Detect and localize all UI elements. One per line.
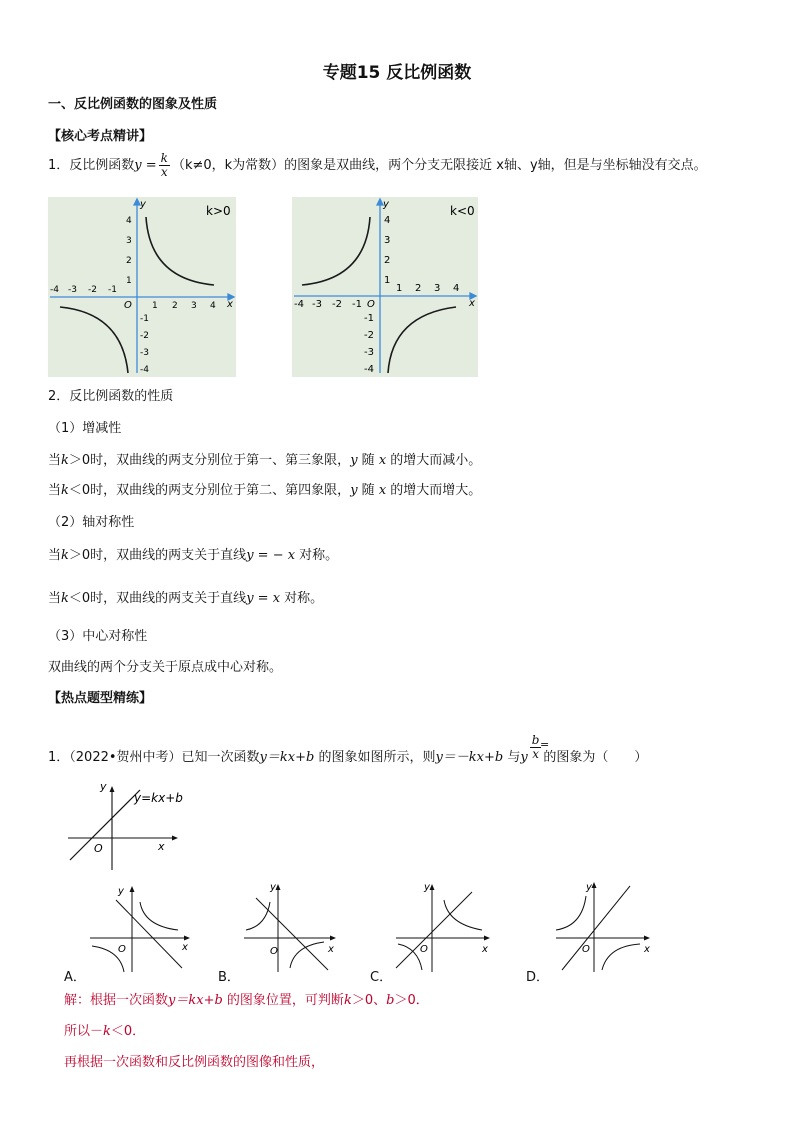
y-tick-label: -3 [140, 348, 149, 358]
denominator: x [532, 747, 539, 761]
text: ＞0． [394, 993, 429, 1008]
var-x: x [378, 483, 387, 498]
text: 的增大而减小。 [386, 453, 482, 468]
equation: y = − x [246, 548, 296, 563]
var-k: k [61, 591, 69, 606]
line-label: y=kx+b [134, 791, 183, 805]
text: ＞0、 [351, 993, 387, 1008]
x-tick-label: -1 [108, 285, 117, 295]
hyperbola-branch [556, 896, 586, 930]
page-title: 专题15 反比例函数 [322, 63, 472, 83]
y-tick-label: 1 [384, 275, 391, 286]
text: 的增大而增大。 [386, 483, 482, 498]
option-c-label[interactable]: C． [370, 970, 393, 985]
x-tick-label: -4 [294, 299, 304, 310]
numerator: b [531, 733, 540, 747]
var-x: x [378, 453, 387, 468]
text: 的图象如图所示，则 [314, 750, 436, 765]
text: 当 [48, 483, 62, 498]
y-tick-label: 3 [126, 236, 132, 246]
equation: y＝－kx+b [435, 750, 504, 765]
text: 的图象位置，可判断 [222, 993, 344, 1008]
subheading-axial-symmetry: （2）轴对称性 [48, 515, 135, 530]
equation: y = x [246, 591, 281, 606]
hyperbola-branch [398, 944, 422, 970]
option-d-label[interactable]: D． [526, 970, 550, 985]
x-tick-label: -3 [312, 299, 322, 310]
y-tick-label: -1 [364, 313, 374, 324]
text: ＜0时，双曲线的两支关于直线 [68, 591, 247, 606]
origin-label: O [420, 944, 428, 955]
var-k: k [343, 993, 352, 1008]
var-y: y [350, 483, 358, 498]
linear-graph [562, 886, 630, 970]
equation: y = [134, 158, 157, 173]
x-tick-label: 3 [191, 301, 197, 311]
origin-label: O [118, 944, 126, 955]
hyperbola-branch [602, 944, 640, 970]
y-tick-label: -2 [140, 331, 149, 341]
text: 对称。 [280, 591, 324, 606]
var-k: k [61, 483, 69, 498]
option-a-label[interactable]: A． [64, 970, 86, 985]
paragraph-1 [48, 152, 707, 179]
y-tick-label: -3 [364, 347, 374, 358]
x-axis-label: x [158, 840, 165, 853]
y-axis-label: y [383, 199, 389, 210]
x-axis-label: x [644, 944, 650, 955]
graph-label: k>0 [206, 204, 231, 218]
text: 所以－ [64, 1024, 104, 1039]
x-axis-label: x [227, 299, 233, 310]
x-axis-label: x [469, 298, 475, 309]
equation: y [520, 750, 528, 765]
equation: y＝kx+b [168, 993, 223, 1008]
fraction-k-over-x [159, 152, 170, 179]
text: ＞0时，双曲线的两支关于直线 [68, 548, 247, 563]
text: 对称。 [295, 548, 339, 563]
y-axis-label: y [118, 886, 124, 897]
monotonicity-k-negative [48, 482, 481, 500]
solution-line-3: 再根据一次函数和反比例函数的图像和性质， [64, 1055, 325, 1070]
option-a-graph[interactable] [86, 880, 196, 974]
paragraph-2: 2．反比例函数的性质 [48, 389, 174, 404]
y-arrow-icon [592, 882, 597, 888]
var-b: b [386, 993, 395, 1008]
x-axis-label: x [482, 944, 488, 955]
y-tick-label: 4 [126, 216, 132, 226]
origin-label: O [124, 300, 132, 311]
y-arrow-icon [130, 886, 135, 892]
x-tick-label: 4 [453, 283, 460, 294]
hyperbola-branch [140, 902, 178, 930]
y-arrow-icon [110, 786, 115, 792]
text: 当 [48, 548, 62, 563]
x-tick-label: 2 [415, 283, 422, 294]
graph-label: k<0 [450, 204, 475, 218]
x-tick-label: -2 [88, 285, 97, 295]
y-tick-label: 3 [384, 235, 391, 246]
text: ＜0时，双曲线的两支分别位于第二、第四象限， [68, 483, 351, 498]
option-b-graph[interactable] [240, 880, 344, 974]
text: 解：根据一次函数 [64, 993, 169, 1008]
option-b-label[interactable]: B． [218, 970, 240, 985]
x-arrow-icon [172, 836, 178, 841]
text: 的图象为（ ） [543, 750, 648, 765]
equation: y＝kx+b [259, 750, 315, 765]
solution-line-1 [64, 992, 429, 1010]
hyperbola-branch [290, 942, 324, 968]
y-tick-label: 1 [126, 276, 132, 286]
y-tick-label: -4 [140, 365, 149, 375]
subheading-monotonicity: （1）增减性 [48, 421, 122, 436]
text: 当 [48, 591, 62, 606]
x-tick-label: -1 [352, 299, 362, 310]
x-arrow-icon [484, 936, 490, 941]
x-arrow-icon [184, 936, 190, 941]
question-graph [64, 780, 194, 872]
x-tick-label: -4 [50, 285, 59, 295]
y-arrow-icon [276, 884, 281, 890]
section-heading: 一、反比例函数的图象及性质 [48, 97, 218, 112]
y-tick-label: 2 [384, 255, 391, 266]
text: 随 [357, 453, 379, 468]
y-tick-label: 2 [126, 256, 132, 266]
hot-heading: 【热点题型精练】 [48, 691, 153, 706]
origin-label: O [367, 299, 375, 310]
question-1 [48, 733, 648, 771]
x-tick-label: 2 [172, 301, 178, 311]
text: 随 [357, 483, 379, 498]
y-tick-label: 4 [384, 215, 391, 226]
hyperbola-branch [246, 902, 270, 930]
y-axis-label: y [100, 780, 107, 793]
x-tick-label: 1 [396, 283, 403, 294]
text: 当 [48, 453, 62, 468]
fraction-equals-sign: = [540, 738, 550, 751]
y-axis-label: y [424, 882, 430, 893]
central-symmetry-text: 双曲线的两个分支关于原点成中心对称。 [48, 660, 283, 675]
x-tick-label: 3 [434, 283, 441, 294]
origin-label: O [582, 944, 590, 955]
linear-graph [396, 892, 472, 968]
var-y: y [350, 453, 358, 468]
y-axis-label: y [586, 882, 592, 893]
solution-line-2 [64, 1023, 145, 1041]
text: ＜0． [110, 1024, 146, 1039]
y-axis-label: y [270, 882, 276, 893]
linear-graph [116, 900, 182, 968]
denominator: x [160, 165, 168, 179]
y-tick-label: -1 [140, 314, 149, 324]
origin-label: O [270, 946, 278, 957]
x-arrow-icon [644, 936, 650, 941]
var-k: k [103, 1024, 111, 1039]
line-kx-plus-b [70, 790, 140, 860]
subheading-central-symmetry: （3）中心对称性 [48, 629, 148, 644]
x-tick-label: -3 [68, 285, 77, 295]
option-c-graph[interactable] [392, 880, 500, 974]
origin-label: O [94, 842, 103, 855]
linear-graph [256, 898, 328, 970]
x-tick-label: 1 [152, 301, 158, 311]
y-axis-label: y [140, 199, 146, 210]
graph-k-negative [292, 197, 478, 377]
graph-k-positive [48, 197, 236, 377]
y-arrow-icon [430, 884, 435, 890]
monotonicity-k-positive [48, 452, 481, 470]
var-k: k [61, 453, 69, 468]
y-tick-label: -2 [364, 330, 374, 341]
var-k: k [61, 548, 69, 563]
numerator: k [160, 151, 168, 165]
text: 1．反比例函数 [48, 158, 135, 173]
x-axis-label: x [328, 944, 334, 955]
axial-k-negative [48, 590, 323, 608]
text: （k≠0，k为常数）的图象是双曲线，两个分支无限接近 x轴、y轴，但是与坐标轴没有交点。 [171, 158, 707, 173]
y-tick-label: -4 [364, 364, 374, 375]
option-d-graph[interactable] [552, 878, 660, 974]
text: ＞0时，双曲线的两支分别位于第一、第三象限， [68, 453, 351, 468]
x-arrow-icon [330, 936, 336, 941]
x-axis-label: x [182, 942, 188, 953]
text: 与 [503, 750, 521, 765]
x-tick-label: -2 [332, 299, 342, 310]
axial-k-positive [48, 547, 338, 565]
x-tick-label: 4 [210, 301, 216, 311]
text: 1．（2022•贺州中考）已知一次函数 [48, 750, 260, 765]
core-heading: 【核心考点精讲】 [48, 129, 153, 144]
